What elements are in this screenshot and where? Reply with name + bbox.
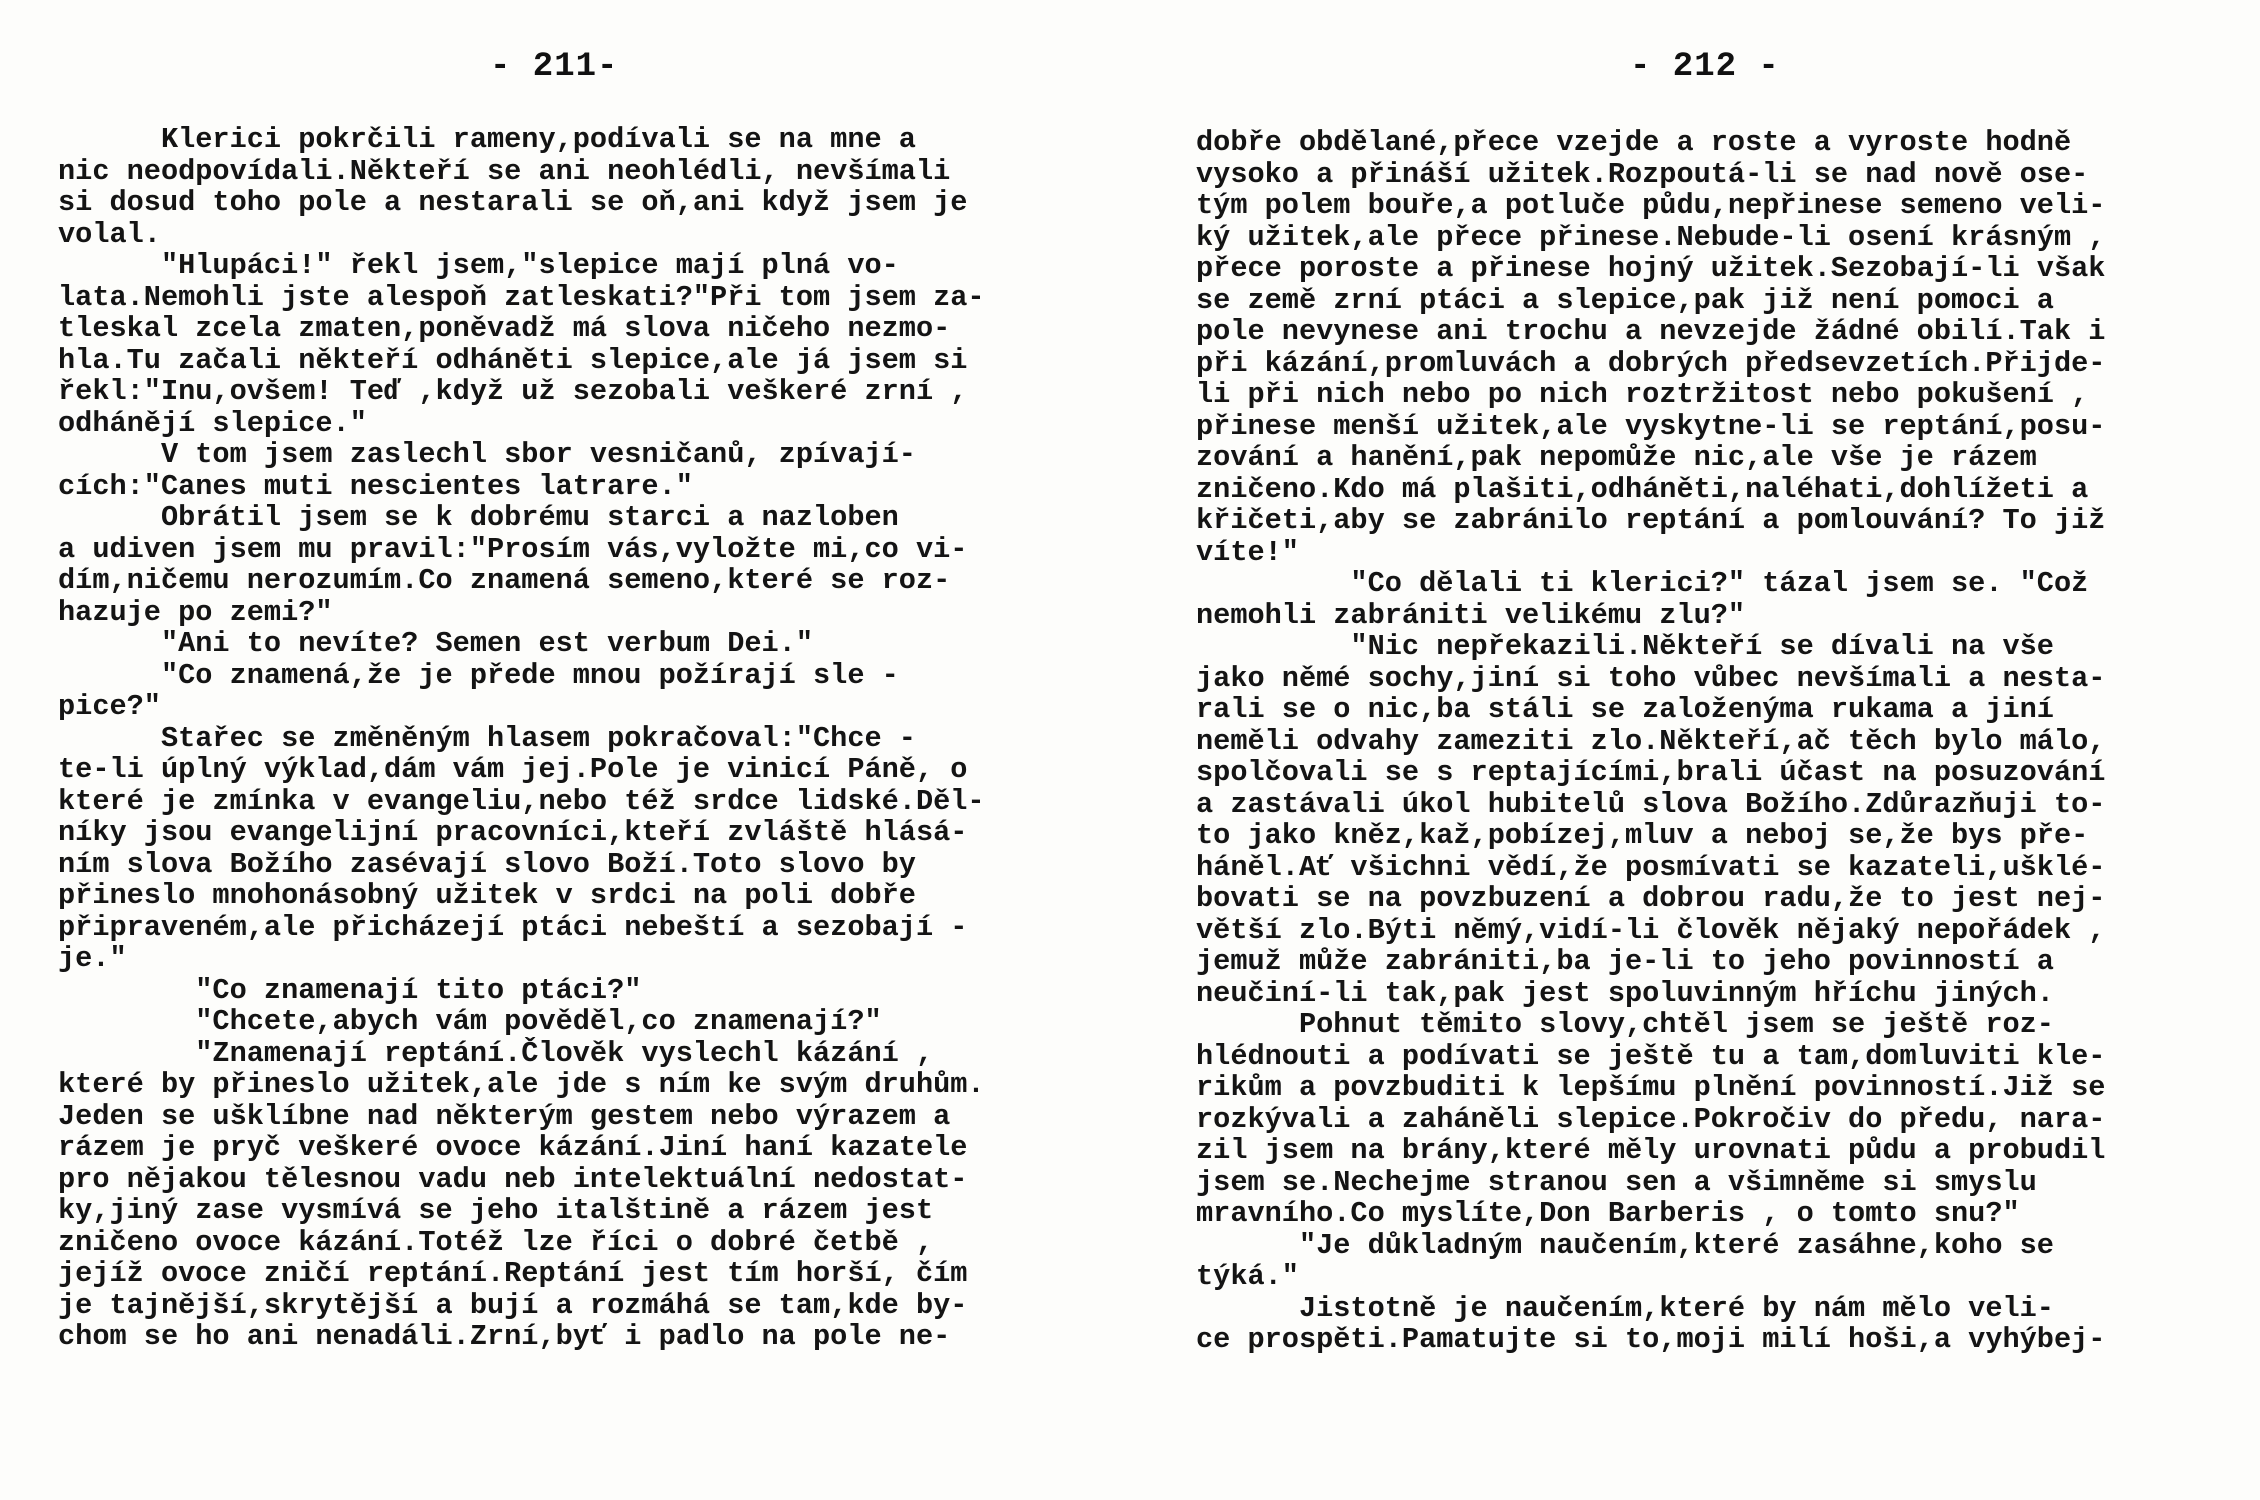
text-line: volal.: [58, 217, 161, 251]
text-line: se země zrní ptáci a slepice,pak již není pomoci a: [1196, 283, 2054, 317]
page-number-211: - 211-: [490, 48, 619, 86]
text-line: pole nevynese ani trochu a nevzejde žádné obilí.Tak i: [1196, 315, 2106, 348]
text-line: "Hlupáci!" řekl jsem,"slepice mají plná vo-: [58, 249, 899, 282]
text-line: hla.Tu začali někteří odháněti slepice,ale já jsem si: [58, 343, 968, 377]
text-line: Pohnut těmito slovy,chtěl jsem se ještě roz-: [1196, 1008, 2054, 1041]
text-line: neučiní-li tak,pak jest spoluvinným hříchu jiných.: [1196, 976, 2054, 1010]
text-line: "Co znamená,že je přede mnou požírají sle -: [58, 658, 899, 692]
text-line: hazuje po zemi?": [58, 595, 333, 629]
text-line: vysoko a přináší užitek.Rozpoutá-li se nad nově ose-: [1196, 157, 2089, 191]
text-line: li při nich nebo po nich roztržitost nebo pokušení ,: [1196, 378, 2089, 411]
text-line: ce prospěti.Pamatujte si to,moji milí hoši,a vyhýbej-: [1196, 1323, 2106, 1356]
right-page: [1130, 0, 2260, 1500]
text-line: Obrátil jsem se k dobrému starci a nazloben: [58, 501, 899, 534]
text-line: "Ani to nevíte? Semen est verbum Dei.": [58, 627, 813, 660]
left-page-text: [58, 124, 1094, 1353]
text-line: zničeno.Kdo má plašiti,odháněti,naléhati,dohlížeti a: [1196, 472, 2089, 506]
text-line: háněl.Ať všichni vědí,že posmívati se kazateli,ušklé-: [1196, 850, 2106, 884]
page-number-212: - 212 -: [1630, 48, 1780, 86]
text-line: víte!": [1196, 535, 1299, 569]
text-line: "Co znamenají tito ptáci?": [58, 973, 642, 1007]
text-line: pice?": [58, 690, 161, 723]
text-line: které by přineslo užitek,ale jde s ním ke svým druhům.: [58, 1068, 985, 1101]
text-line: "Je důkladným naučením,které zasáhne,koho se: [1196, 1228, 2054, 1262]
text-line: přinese menší užitek,ale vyskytne-li se reptání,posu-: [1196, 409, 2106, 443]
text-line: větší zlo.Býti němý,vidí-li člověk nějaký nepořádek ,: [1196, 913, 2106, 947]
text-line: připraveném,ale přicházejí ptáci nebeští a sezobají -: [58, 910, 968, 944]
text-line: níky jsou evangelijní pracovníci,kteří zvláště hlásá-: [58, 816, 968, 849]
text-line: je tajnější,skrytější a bují a rozmáhá se tam,kde by-: [58, 1288, 968, 1322]
text-line: jako němé sochy,jiní si toho vůbec nevšímali a nesta-: [1196, 661, 2106, 695]
text-line: dím,ničemu nerozumím.Co znamená semeno,které se roz-: [58, 564, 951, 597]
text-line: to jako kněz,kaž,pobízej,mluv a neboj se,že bys pře-: [1196, 819, 2089, 852]
text-line: dobře obdělané,přece vzejde a roste a vyroste hodně: [1196, 126, 2072, 159]
text-line: hlédnouti a podívati se ještě tu a tam,domluviti kle-: [1196, 1039, 2106, 1073]
text-line: lata.Nemohli jste alespoň zatleskati?"Při tom jsem za-: [58, 280, 985, 314]
text-line: "Nic nepřekazili.Někteří se dívali na vše: [1196, 630, 2054, 663]
text-line: zničeno ovoce kázání.Totéž lze říci o dobré četbě ,: [58, 1225, 934, 1259]
text-line: mravního.Co myslíte,Don Barberis , o tomto snu?": [1196, 1197, 2020, 1230]
text-line: chom se ho ani nenadáli.Zrní,byť i padlo na pole ne-: [58, 1320, 951, 1353]
text-line: jsem se.Nechejme stranou sen a všimněme si smyslu: [1196, 1165, 2037, 1199]
text-line: "Chcete,abych vám pověděl,co znamenají?": [58, 1005, 882, 1038]
text-line: tým polem bouře,a potluče půdu,nepřinese semeno veli-: [1196, 189, 2106, 222]
text-line: V tom jsem zaslechl sbor vesničanů, zpívají-: [58, 438, 916, 471]
text-line: si dosud toho pole a nestarali se oň,ani když jsem je: [58, 186, 968, 219]
text-line: přece poroste a přinese hojný užitek.Sezobají-li však: [1196, 252, 2106, 285]
text-line: neměli odvahy zameziti zlo.Někteří,ač těch bylo málo,: [1196, 724, 2106, 758]
text-line: rikům a povzbuditi k lepšímu plnění povinností.Již se: [1196, 1071, 2106, 1104]
text-line: Stařec se změněným hlasem pokračoval:"Chce -: [58, 721, 916, 755]
text-line: rozkývali a zaháněli slepice.Pokročiv do předu, nara-: [1196, 1102, 2106, 1136]
right-page-text: [1196, 127, 2246, 1356]
text-line: cích:"Canes muti nescientes latrare.": [58, 469, 693, 503]
text-line: "Znamenají reptání.Člověk vyslechl kázání ,: [58, 1036, 934, 1070]
text-line: křičeti,aby se zabránilo reptání a pomlouvání? To již: [1196, 504, 2106, 537]
text-line: pro nějakou tělesnou vadu neb intelektuální nedostat-: [58, 1162, 968, 1196]
text-line: jejíž ovoce zničí reptání.Reptání jest tím horší, čím: [58, 1257, 968, 1290]
text-line: při kázání,promluvách a dobrých předsevzetích.Přijde-: [1196, 346, 2106, 380]
text-line: rali se o nic,ba stáli se založenýma rukama a jiní: [1196, 693, 2054, 726]
text-line: ním slova Božího zasévají slovo Boží.Toto slovo by: [58, 847, 916, 881]
text-line: bovati se na povzbuzení a dobrou radu,že to jest nej-: [1196, 882, 2106, 915]
text-line: přineslo mnohonásobný užitek v srdci na poli dobře: [58, 879, 916, 912]
text-line: nic neodpovídali.Někteří se ani neohlédli, nevšímali: [58, 154, 951, 188]
text-line: zil jsem na brány,které měly urovnati půdu a probudil: [1196, 1134, 2106, 1167]
text-line: jemuž může zabrániti,ba je-li to jeho povinností a: [1196, 945, 2054, 978]
text-line: týká.": [1196, 1260, 1299, 1293]
text-line: odhánějí slepice.": [58, 406, 367, 440]
text-line: řekl:"Inu,ovšem! Teď ,když už sezobali veškeré zrní ,: [58, 375, 968, 408]
text-line: ky,jiný zase vysmívá se jeho italštině a rázem jest: [58, 1194, 934, 1227]
text-line: "Co dělali ti klerici?" tázal jsem se. "Což: [1196, 567, 2089, 600]
text-line: zování a hanění,pak nepomůže nic,ale vše je rázem: [1196, 441, 2037, 474]
text-line: Klerici pokrčili rameny,podívali se na mne a: [58, 123, 916, 156]
text-line: které je zmínka v evangeliu,nebo též srdce lidské.Děl-: [58, 784, 985, 818]
text-line: nemohli zabrániti velikému zlu?": [1196, 598, 1746, 632]
text-line: rázem je pryč veškeré ovoce kázání.Jiní haní kazatele: [58, 1131, 968, 1164]
text-line: a udiven jsem mu pravil:"Prosím vás,vyložte mi,co vi-: [58, 532, 968, 566]
text-line: je.": [58, 942, 127, 975]
text-line: spolčovali se s reptajícími,brali účast na posuzování: [1196, 756, 2106, 789]
text-line: a zastávali úkol hubitelů slova Božího.Zdůrazňuji to-: [1196, 787, 2106, 821]
text-line: te-li úplný výklad,dám vám jej.Pole je vinicí Páně, o: [58, 753, 968, 786]
text-line: Jistotně je naučením,které by nám mělo veli-: [1196, 1291, 2054, 1325]
text-line: Jeden se ušklíbne nad některým gestem nebo výrazem a: [58, 1099, 951, 1133]
text-line: ký užitek,ale přece přinese.Nebude-li osení krásným ,: [1196, 220, 2106, 254]
text-line: tleskal zcela zmaten,poněvadž má slova ničeho nezmo-: [58, 312, 951, 345]
